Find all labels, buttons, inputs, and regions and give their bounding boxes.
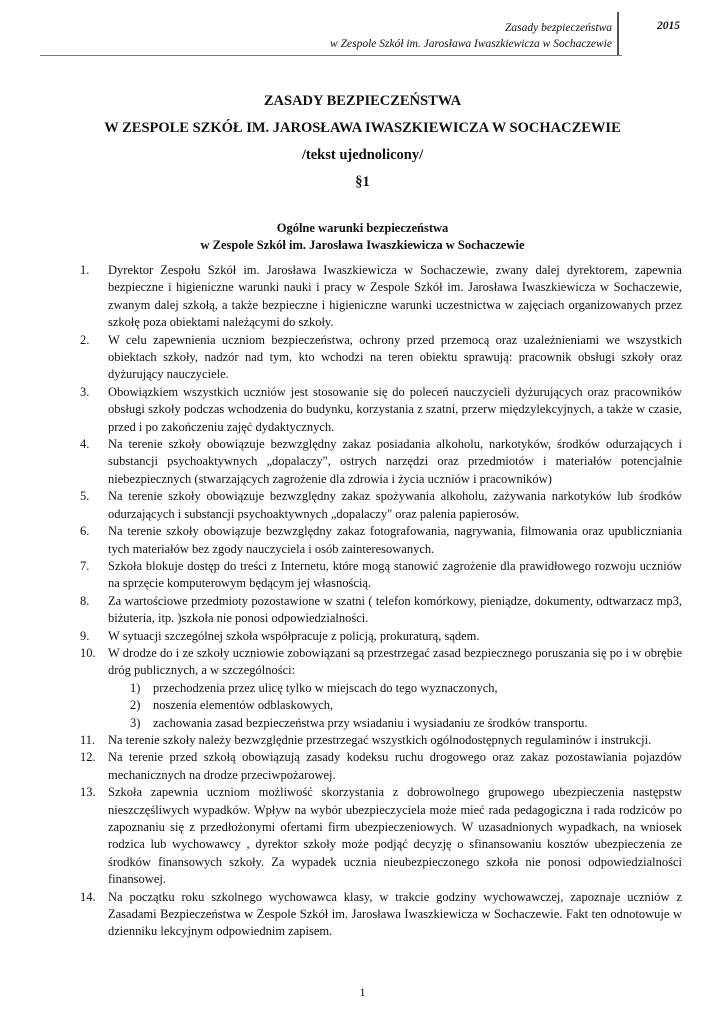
list-item-number: 1. (80, 263, 90, 277)
list-item-text: W drodze do i ze szkoły uczniowie zobowiązani są przestrzegać zasad bezpiecznego poruszania się po i w obrębie dróg publicznych, a w szczególności: (108, 645, 682, 678)
section-heading-line-2: w Zespole Szkół im. Jarosława Iwaszkiewicza w Sochaczewie (200, 238, 525, 252)
list-item-text: Szkoła blokuje dostęp do treści z Internetu, które mogą stanowić zagrożenie dla prawidłowego rozwoju uczniów na sprzęcie komputerowym będącym jej własnością. (108, 558, 682, 591)
list-item (80, 558, 682, 593)
list-item (80, 593, 682, 628)
list-item-number: 10. (80, 645, 96, 660)
list-item-number: 6. (80, 524, 90, 539)
header-separator (617, 12, 619, 56)
running-header (330, 20, 612, 52)
list-item-text: Na terenie szkoły obowiązuje bezwzględny zakaz spożywania alkoholu, zażywania narkotyków lub środków odurzających i substancji psychoaktywnych „dopalaczy" oraz palenia papierosów. (108, 489, 682, 521)
list-item-number: 2. (80, 332, 90, 347)
list-item (80, 262, 682, 332)
list-item-text: Na początku roku szkolnego wychowawca klasy, w trakcie godziny wychowawczej, zapoznaje uczniów z Zasadami Bezpieczeństwa w Zespole Szkół im. Jarosława Iwaszkiewicza w Sochaczewie. Fakt ten odnotowuje w dzienniku lekcyjnym odpowiednim zapisem. (108, 889, 682, 939)
list-item (80, 889, 682, 941)
sub-list-item (108, 697, 682, 714)
list-item-text: Za wartościowe przedmioty pozostawione w szatni ( telefon komórkowy, pieniądze, dokumenty, odtwarzacz mp3, biżuteria, itp. )szkoła nie ponosi odpowiedzialności. (108, 593, 682, 626)
list-item-text: W sytuacji szczególnej szkoła współpracuje z policją, prokuraturą, sądem. (108, 628, 480, 643)
list-item-number: 8. (80, 593, 90, 608)
list-item-text: W celu zapewnienia uczniom bezpieczeństwa, ochrony przed przemocą oraz uzależnieniami we wszystkich obiektach szkoły, nadzór nad tym, kto wchodzi na teren obiektu sprawują: pracownik obsługi szkoły oraz dyżurujący nauczyciele. (108, 332, 682, 382)
page-number: 1 (359, 985, 366, 999)
list-item-number: 5. (80, 489, 90, 504)
list-item (80, 784, 682, 888)
list-item-number: 3. (80, 384, 90, 399)
list-item (80, 749, 682, 784)
title-line-3: /tekst ujednolicony/ (301, 147, 424, 163)
header-line-1: Zasady bezpieczeństwa (504, 22, 612, 34)
list-item-number: 13. (80, 785, 96, 800)
sub-list-item-number: 1) (130, 680, 141, 695)
list-item-number: 14. (80, 889, 96, 904)
list-item-text: Obowiązkiem wszystkich uczniów jest stosowanie się do poleceń nauczycieli dyżurujących oraz pracowników obsługi szkoły podczas wchodzenia do budynku, korzystania z szatni, przerw międzylekcyjnych, a także w czasie, przed i po zakończeniu zajęć dydaktycznych. (108, 384, 682, 434)
list-item-text: Dyrektor Zespołu Szkół im. Jarosława Iwaszkiewicza w Sochaczewie, zwany dalej dyrektorem, zapewnia bezpieczne i higieniczne warunki nauki i pracy w Zespole Szkół im. Jarosława Iwaszkiewicza w Sochaczewie, zwanym dalej szkołą, a także bezpieczne i higieniczne warunki uczestnictwa w zajęciach organizowanych przez szkołę poza obiektami należącymi do szkoły. (108, 263, 682, 330)
list-item-number: 12. (80, 750, 96, 765)
sub-list (108, 680, 682, 732)
section-heading (0, 220, 725, 254)
header-rule (40, 55, 622, 56)
list-item-text: Na terenie szkoły obowiązuje bezwzględny zakaz posiadania alkoholu, narkotyków, środków odurzających i substancji psychoaktywnych „dopalaczy", ostrych narzędzi oraz przedmiotów i materiałów potencjalnie niebezpiecznych (stwarzających zagrożenie dla zdrowia i życia uczniów i pracowników) (108, 437, 682, 486)
list-item (80, 332, 682, 384)
header-line-2: w Zespole Szkół im. Jarosława Iwaszkiewicza w Sochaczewie (330, 38, 612, 50)
section-mark: §1 (355, 174, 370, 190)
sub-list-item (108, 715, 682, 732)
list-item (80, 645, 682, 732)
list-item (80, 523, 682, 558)
sub-list-item-text: noszenia elementów odblaskowych, (153, 698, 334, 713)
sub-list-item-text: zachowania zasad bezpieczeństwa przy wsiadaniu i wysiadaniu ze środków transportu. (153, 715, 588, 730)
sub-list-item-number: 2) (130, 698, 141, 713)
sub-list-item (108, 680, 682, 697)
list-item-text: Na terenie szkoły należy bezwzględnie przestrzegać wszystkich ogólnodostępnych regulaminów i instrukcji. (108, 732, 652, 747)
sub-list-item-number: 3) (130, 715, 141, 730)
header-year: 2015 (657, 20, 680, 32)
rules-list (80, 262, 682, 941)
list-item-text: Na terenie przed szkołą obowiązują zasady kodeksu ruchu drogowego oraz zakaz pozostawiania pojazdów mechanicznych na drodze przeciwpożarowej. (108, 750, 682, 782)
list-item (80, 488, 682, 523)
list-item-number: 4. (80, 437, 90, 452)
list-item-number: 11. (80, 732, 96, 747)
document-title (0, 93, 725, 191)
title-line-2: W ZESPOLE SZKÓŁ IM. JAROSŁAWA IWASZKIEWICZA W SOCHACZEWIE (104, 120, 621, 136)
list-item-number: 9. (80, 628, 90, 643)
list-item (80, 628, 682, 645)
list-item (80, 436, 682, 488)
list-item-number: 7. (80, 558, 90, 573)
list-item (80, 384, 682, 436)
title-line-1: ZASADY BEZPIECZEŃSTWA (263, 93, 462, 109)
list-item-text: Na terenie szkoły obowiązuje bezwzględny zakaz fotografowania, nagrywania, filmowania oraz upubliczniania tych materiałów bez zgody nauczyciela i osób zainteresowanych. (108, 524, 682, 556)
sub-list-item-text: przechodzenia przez ulicę tylko w miejscach do tego wyznaczonych, (153, 680, 498, 695)
list-item (80, 732, 682, 749)
section-heading-line-1: Ogólne warunki bezpieczeństwa (276, 221, 449, 235)
list-item-text: Szkoła zapewnia uczniom możliwość skorzystania z dobrowolnego grupowego ubezpieczenia następstw nieszczęśliwych wypadków. Wpływ na wybór ubezpieczyciela może mieć rada pedagogiczna i rada rodziców po zapoznaniu się z przedłożonymi ofertami firm ubezpieczeniowych. W uzasadnionych wypadkach, na wniosek rodzica lub wychowawcy , dyrektor szkoły może podjąć decyzję o sfinansowaniu kosztów ubezpieczenia ze środków finansowych szkoły. Za wypadek ucznia nieubezpieczonego szkoła nie ponosi odpowiedzialności finansowej. (108, 785, 682, 887)
